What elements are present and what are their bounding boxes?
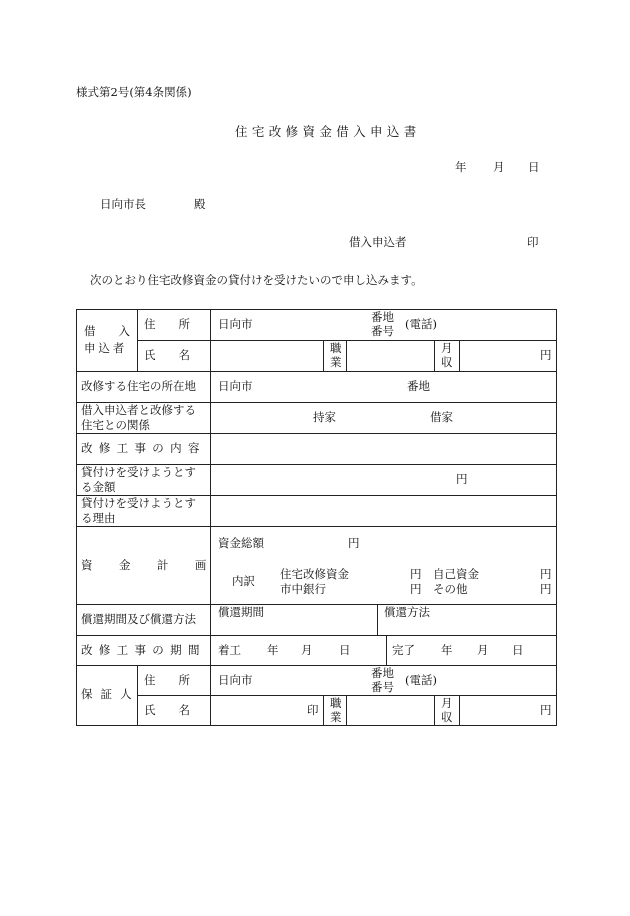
relation-label: 借入申込者と改修する <box>81 403 196 417</box>
period-end: 完了 <box>392 643 415 657</box>
period-month: 月 <box>301 643 313 657</box>
guarantor-banchi: 番地 <box>371 666 394 680</box>
income-label: 収 <box>441 355 453 369</box>
addressee: 日向市長 <box>100 197 146 211</box>
date-year: 年 <box>455 160 467 174</box>
plan-item-other: その他 <box>433 582 468 596</box>
plan-total-yen: 円 <box>348 536 360 550</box>
guarantor-yen: 円 <box>540 703 552 717</box>
table-line <box>346 695 347 726</box>
plan-total-label: 資金総額 <box>218 536 264 550</box>
guarantor-seal: 印 <box>307 703 319 717</box>
guarantor-income: 月 <box>441 696 453 710</box>
guarantor-name-label: 氏 名 <box>144 703 190 717</box>
guarantor-bangou: 番号 <box>371 680 394 694</box>
plan-item-yen: 円 <box>540 567 552 581</box>
address-city: 日向市 <box>218 317 253 331</box>
applicant-label: 借入申込者 <box>349 235 407 249</box>
table-line <box>323 340 324 372</box>
table-line <box>459 695 460 726</box>
date-day: 日 <box>528 160 540 174</box>
form-number: 様式第2号(第4条関係) <box>76 85 192 99</box>
plan-item-own: 自己資金 <box>433 567 479 581</box>
table-line <box>459 340 460 372</box>
table-line <box>76 433 557 434</box>
applicant-group-label: 申込者 <box>84 341 128 355</box>
table-line <box>76 309 557 310</box>
reason-label: る理由 <box>81 511 116 525</box>
table-line <box>76 665 557 666</box>
location-city: 日向市 <box>218 379 253 393</box>
table-line <box>377 604 378 635</box>
guarantor-group-label: 保証人 <box>81 687 140 701</box>
plan-item-bank: 市中銀行 <box>280 582 326 596</box>
address-label: 住 所 <box>144 317 190 331</box>
table-line <box>434 340 435 372</box>
page-title: 住宅改修資金借入申込書 <box>235 124 421 139</box>
table-line <box>76 309 77 726</box>
amount-label: る金額 <box>81 480 116 494</box>
table-line <box>323 695 324 726</box>
repayment-method: 償還方法 <box>384 605 430 619</box>
work-period-label: 改修工事の期間 <box>81 643 206 657</box>
location-label: 改修する住宅の所在地 <box>81 379 196 393</box>
occupation-label: 職 <box>330 341 342 355</box>
table-line <box>386 635 387 665</box>
repayment-period: 償還期間 <box>218 605 264 619</box>
table-line <box>434 695 435 726</box>
period-day: 日 <box>339 643 351 657</box>
plan-item-housing: 住宅改修資金 <box>280 567 349 581</box>
reason-label: 貸付けを受けようとす <box>81 496 196 510</box>
repayment-label: 償還期間及び償還方法 <box>81 612 196 626</box>
guarantor-address-label: 住 所 <box>144 673 190 687</box>
guarantor-address-city: 日向市 <box>218 673 253 687</box>
occupation-label: 業 <box>330 355 342 369</box>
date-month: 月 <box>493 160 505 174</box>
bangou-label: 番号 <box>371 324 394 338</box>
seal-mark: 印 <box>527 235 539 249</box>
banchi-label: 番地 <box>371 310 394 324</box>
amount-label: 貸付けを受けようとす <box>81 465 196 479</box>
table-line <box>137 695 557 696</box>
plan-item-yen: 円 <box>410 567 422 581</box>
intro-text: 次のとおり住宅改修資金の貸付けを受けたいので申し込みます。 <box>90 273 423 287</box>
table-line <box>76 635 557 636</box>
plan-item-yen: 円 <box>410 582 422 596</box>
applicant-group-label: 借 入 <box>84 324 130 338</box>
guarantor-income: 収 <box>441 710 453 724</box>
table-line <box>137 340 557 341</box>
income-label: 月 <box>441 341 453 355</box>
guarantor-phone: (電話) <box>405 673 437 687</box>
phone-label: (電話) <box>405 317 437 331</box>
name-label: 氏 名 <box>144 348 190 362</box>
period-year: 年 <box>441 643 453 657</box>
plan-breakdown-label: 内訳 <box>232 574 255 588</box>
table-line <box>76 725 557 726</box>
guarantor-occupation: 業 <box>330 710 342 724</box>
table-line <box>210 309 211 726</box>
relation-rented: 借家 <box>430 410 453 424</box>
guarantor-occupation: 職 <box>330 696 342 710</box>
table-line <box>556 309 557 726</box>
relation-owned: 持家 <box>313 410 336 424</box>
yen-unit: 円 <box>540 348 552 362</box>
honorific: 殿 <box>194 197 206 211</box>
relation-label: 住宅との関係 <box>81 418 150 432</box>
table-line <box>76 526 557 527</box>
amount-yen: 円 <box>456 472 468 486</box>
period-year: 年 <box>267 643 279 657</box>
table-line <box>76 604 557 605</box>
location-banchi: 番地 <box>407 379 430 393</box>
period-month: 月 <box>477 643 489 657</box>
plan-item-yen: 円 <box>540 582 552 596</box>
table-line <box>76 371 557 372</box>
period-start: 着工 <box>218 643 241 657</box>
funding-plan-label: 資金計画 <box>81 558 233 572</box>
table-line <box>346 340 347 372</box>
period-day: 日 <box>512 643 524 657</box>
table-line <box>137 309 138 372</box>
work-content-label: 改修工事の内容 <box>81 441 206 455</box>
